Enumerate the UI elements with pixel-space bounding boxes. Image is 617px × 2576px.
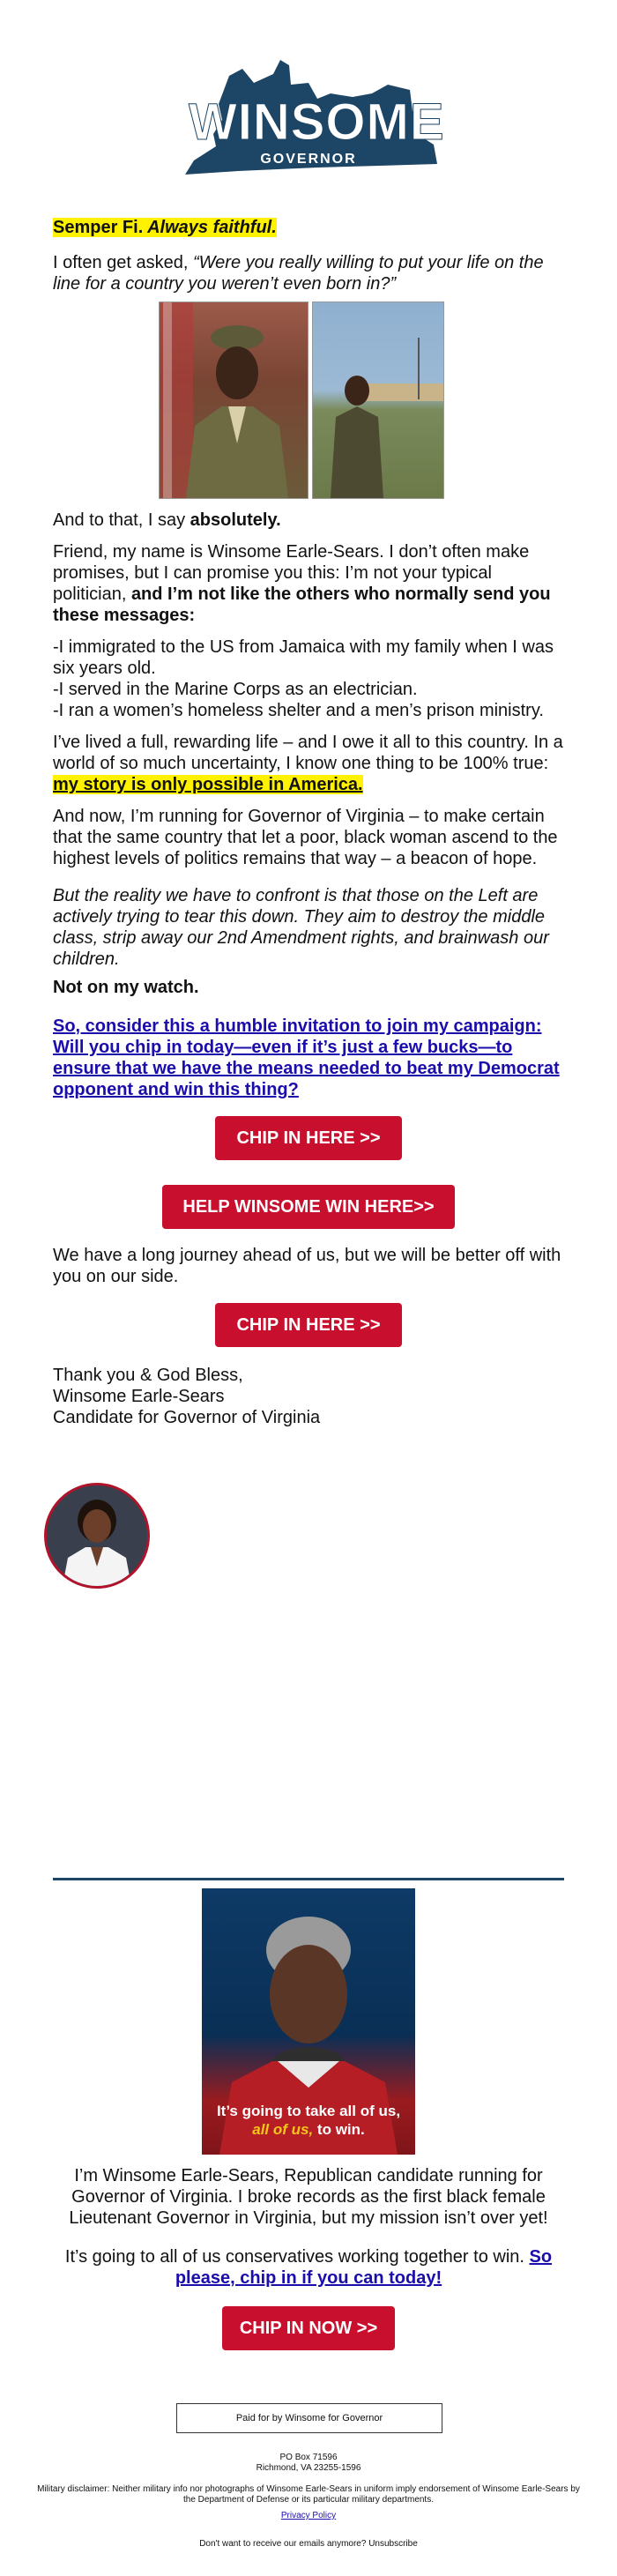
chip-in-button-secondary[interactable]: CHIP IN HERE >> [215,1303,402,1347]
invitation-link[interactable]: So, consider this a humble invitation to join my campaign: Will you chip in today—even if it’s just a few bucks—to ensure that we have the means needed to beat my Democrat opponent and win this thing? [53,1016,560,1099]
video-caption-highlight: all of us, [252,2121,314,2138]
logo-name: WINSOME [189,93,445,151]
video-caption-end: to win. [313,2121,365,2138]
video-thumbnail[interactable] [202,1888,415,2155]
chip-in-now-button[interactable]: CHIP IN NOW >> [222,2306,395,2350]
invitation-paragraph [53,1016,564,1100]
reality-paragraph: But the reality we have to confront is that those on the Left are actively trying to tear this down. They aim to destroy the middle class, strip away our 2nd Amendment rights, and brainwash our children. [53,886,549,969]
intro-paragraph [53,541,564,626]
semper-fi: Semper Fi. [53,218,144,237]
list-item: -I served in the Marine Corps as an electrician. [53,680,418,699]
video-caption-text: It’s going to take all of us, [216,2103,401,2119]
signoff-line: Thank you & God Bless, [53,1366,243,1385]
answer-paragraph [53,510,564,531]
list-item: -I ran a women’s homeless shelter and a men’s prison ministry. [53,701,544,720]
question-paragraph [53,252,564,294]
life-highlight: my story is only possible in America. [53,775,363,794]
answer-lead: And to that, I say [53,510,190,530]
not-on-watch: Not on my watch. [53,978,199,997]
together-paragraph [53,2246,564,2289]
paid-for-box: Paid for by Winsome for Governor [176,2403,442,2433]
marine-portrait-photo [159,302,308,499]
unsubscribe-text[interactable]: Don't want to receive our emails anymore? Unsubscribe [199,2539,418,2549]
winsome-logo [176,58,445,182]
signoff-line: Candidate for Governor of Virginia [53,1408,321,1427]
answer-bold: absolutely. [190,510,281,530]
journey-paragraph: We have a long journey ahead of us, but we will be better off with you on our side. [53,1246,561,1286]
section-divider [53,1878,564,1880]
privacy-policy-link[interactable]: Privacy Policy [280,2511,337,2520]
together-text: It’s going to all of us conservatives working together to win. [64,2247,530,2267]
marine-field-photo [312,302,444,499]
life-paragraph [53,732,564,795]
intro-text: Friend, my name is Winsome Earle-Sears. I don’t often make promises, but I can promise you this: I’m not your typical politician, [53,542,530,604]
help-winsome-win-button[interactable]: HELP WINSOME WIN HERE>> [162,1185,455,1229]
bio-paragraph: I’m Winsome Earle-Sears, Republican candidate running for Governor of Virginia. I broke records as the first black female Lieutenant Governor in Virginia, but my mission isn’t over yet! [69,2166,548,2228]
question-lead: I often get asked, [53,253,193,272]
intro-bold: and I’m not like the others who normally send you these messages: [53,584,551,625]
address-city: Richmond, VA 23255-1596 [256,2463,361,2473]
question-quote: “Were you really willing to put your life on the line for a country you weren’t even born in?” [53,253,544,294]
life-text: I’ve lived a full, rewarding life – and I owe it all to this country. In a world of so much uncertainty, I know one thing to be 100% true: [53,733,563,773]
video-caption [211,2102,406,2139]
signoff [53,1365,564,1428]
chip-in-button[interactable]: CHIP IN HERE >> [215,1116,402,1160]
privacy-policy-link-wrap [35,2511,582,2521]
bullet-list [53,637,564,721]
running-paragraph: And now, I’m running for Governor of Virginia – to make certain that the same country that let a poor, black woman ascend to the highest levels of politics remains that way – a beacon of hope. [53,807,558,868]
logo-subtitle: GOVERNOR [260,152,357,167]
avatar [44,1483,150,1589]
po-box: PO Box 71596 [279,2453,338,2462]
signoff-line: Winsome Earle-Sears [53,1387,225,1406]
chip-in-today-link[interactable]: So please, chip in if you can today! [175,2247,553,2288]
list-item: -I immigrated to the US from Jamaica with my family when I was six years old. [53,637,554,678]
military-disclaimer: Military disclaimer: Neither military info nor photographs of Winsome Earle-Sears in uniform imply endorsement of Winsome Earle-Sears by the Department of Defense or its particular military departments. [37,2484,580,2505]
always-faithful: Always faithful. [147,218,277,237]
semper-fi-line [53,217,564,238]
